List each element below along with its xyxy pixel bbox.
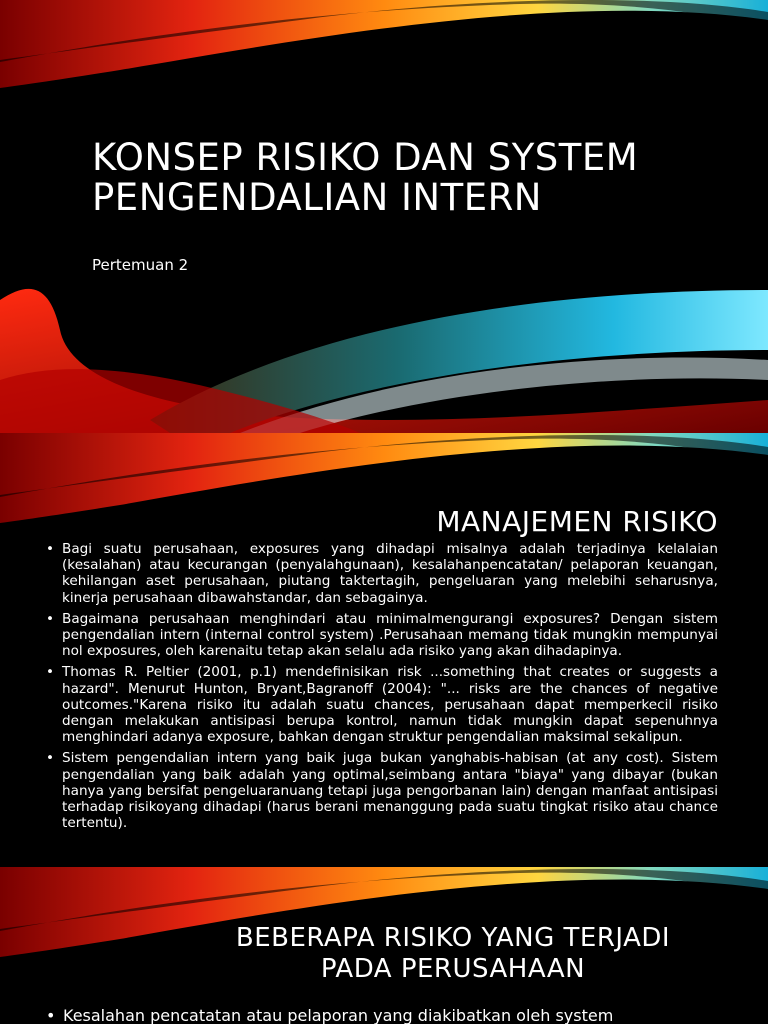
slide-heading-line-1: BEBERAPA RISIKO YANG TERJADI — [235, 923, 671, 953]
slide-subtitle: Pertemuan 2 — [92, 256, 189, 274]
slide-heading-line-2: PADA PERUSAHAAN — [320, 954, 586, 984]
slide-title-heading: KONSEP RISIKO DAN SYSTEM PENGENDALIAN INTERN — [92, 136, 639, 219]
list-item: • Kesalahan pencatatan atau pelaporan yang diakibatkan oleh system — [46, 1006, 718, 1024]
list-item: • Bagi suatu perusahaan, exposures yang dihadapi misalnya adalah terjadinya kelalaian (kesalahan) atau kecurangan (penyalahgunaan), kesalahanpencatatan/ pelaporan keuangan, kehilangan aset perusahaan, piutang taktertagih, pengeluaran yang melebihi seharusnya, kinerja perusahaan dibawahstandar, dan sebagainya. — [46, 541, 718, 606]
bullet-list — [46, 1006, 718, 1024]
slide-title[interactable] — [0, 0, 768, 433]
slide-beberapa-risiko[interactable] — [0, 867, 768, 1024]
slide-heading: MANAJEMEN RISIKO — [436, 505, 718, 538]
list-item: • Sistem pengendalian intern yang baik juga bukan yanghabis-habisan (at any cost). Sistem pengendalian yang baik adalah yang optimal,seimbang antara "biaya" yang dibayar (bukan hanya yang bersifat pengeluaranuang tetapi juga pengorbanan lain) dengan manfaat antisipasi terhadap risikoyang dihadapi (harus berani menanggung pada suatu tingkat risiko atau chance tertentu). — [46, 750, 718, 831]
list-item: • Bagaimana perusahaan menghindari atau minimalmengurangi exposures? Dengan sistem pengendalian intern (internal control system) .Perusahaan memang tidak mungkin mempunyai nol exposures, oleh karenaitu tetap akan selalu ada risiko yang akan dihadapinya. — [46, 611, 718, 660]
slide-manajemen-risiko[interactable] — [0, 433, 768, 867]
slide-heading — [200, 923, 706, 985]
bullet-list — [46, 541, 718, 836]
list-item: • Thomas R. Peltier (2001, p.1) mendefinisikan risk ...something that creates or suggests a hazard". Menurut Hunton, Bryant,Bagranoff (2004): "... risks are the chances of negative outcomes."Karena risiko itu adalah suatu chances, perusahaan dapat memperkecil risiko dengan melakukan antisipasi berupa kontrol, namun tidak mungkin dapat sepenuhnya menghindari adanya exposure, bahkan dengan struktur pengendalian maksimal sekalipun. — [46, 664, 718, 745]
